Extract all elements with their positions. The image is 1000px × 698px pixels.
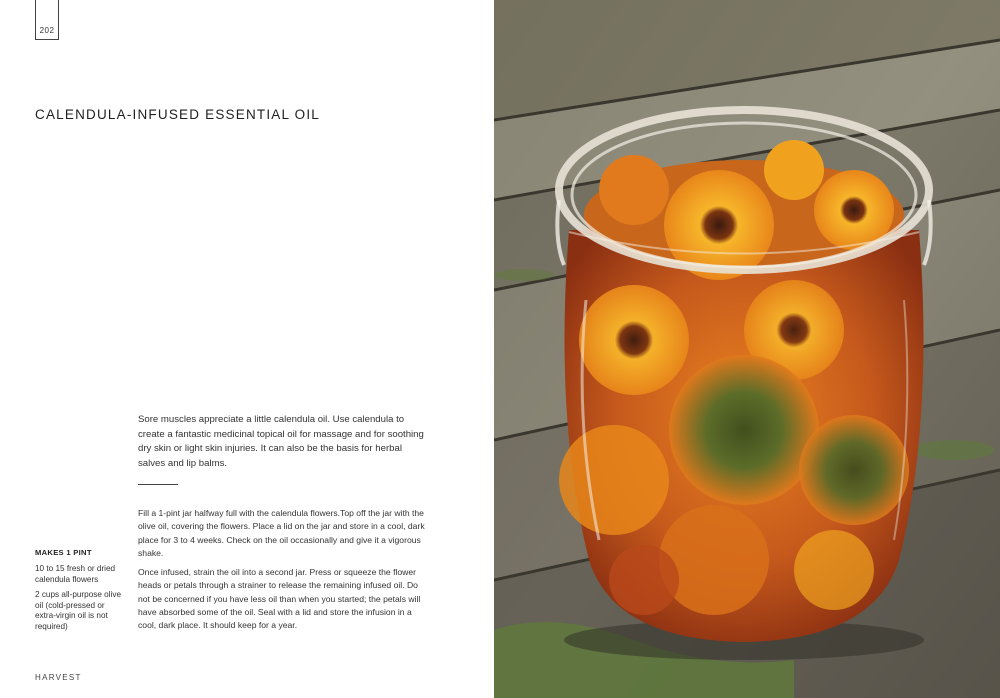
section-divider (138, 484, 178, 485)
ingredient-item: 2 cups all-purpose olive oil (cold-pressed or extra-virgin oil is not required) (35, 590, 122, 631)
ingredient-list (35, 564, 127, 638)
section-footer: HARVEST (35, 673, 82, 682)
jar-photo-illustration (494, 0, 1000, 698)
calendula-oil-photo (494, 0, 1000, 698)
recipe-yield: MAKES 1 PINT (35, 548, 92, 557)
page-number: 202 (39, 26, 55, 35)
ingredient-item: 10 to 15 fresh or dried calendula flowers (35, 564, 116, 584)
recipe-method (138, 507, 428, 639)
method-step: Once infused, strain the oil into a second jar. Press or squeeze the flower heads or petals through a strainer to release the remaining infused oil. Do not be concerned if you have less oil than when you started; the petals will have absorbed some of the oil. Seal with a lid and store the infusion in a cool, dark place. It should keep for a year. (138, 567, 421, 631)
method-step: Fill a 1-pint jar halfway full with the calendula flowers.Top off the jar with the olive oil, covering the flowers. Place a lid on the jar and store in a cool, dark place for 3 to 4 weeks. Check on the oil occasionally and give it a vigorous shake. (138, 508, 425, 558)
recipe-page (0, 0, 494, 698)
page-number-tab (35, 0, 59, 40)
recipe-intro: Sore muscles appreciate a little calendula oil. Use calendula to create a fantastic medicinal topical oil for massage and for soothing dry skin or light skin injuries. It can also be the basis for herbal salves and lip balms. (138, 414, 424, 469)
recipe-title: CALENDULA-INFUSED ESSENTIAL OIL (35, 107, 321, 122)
